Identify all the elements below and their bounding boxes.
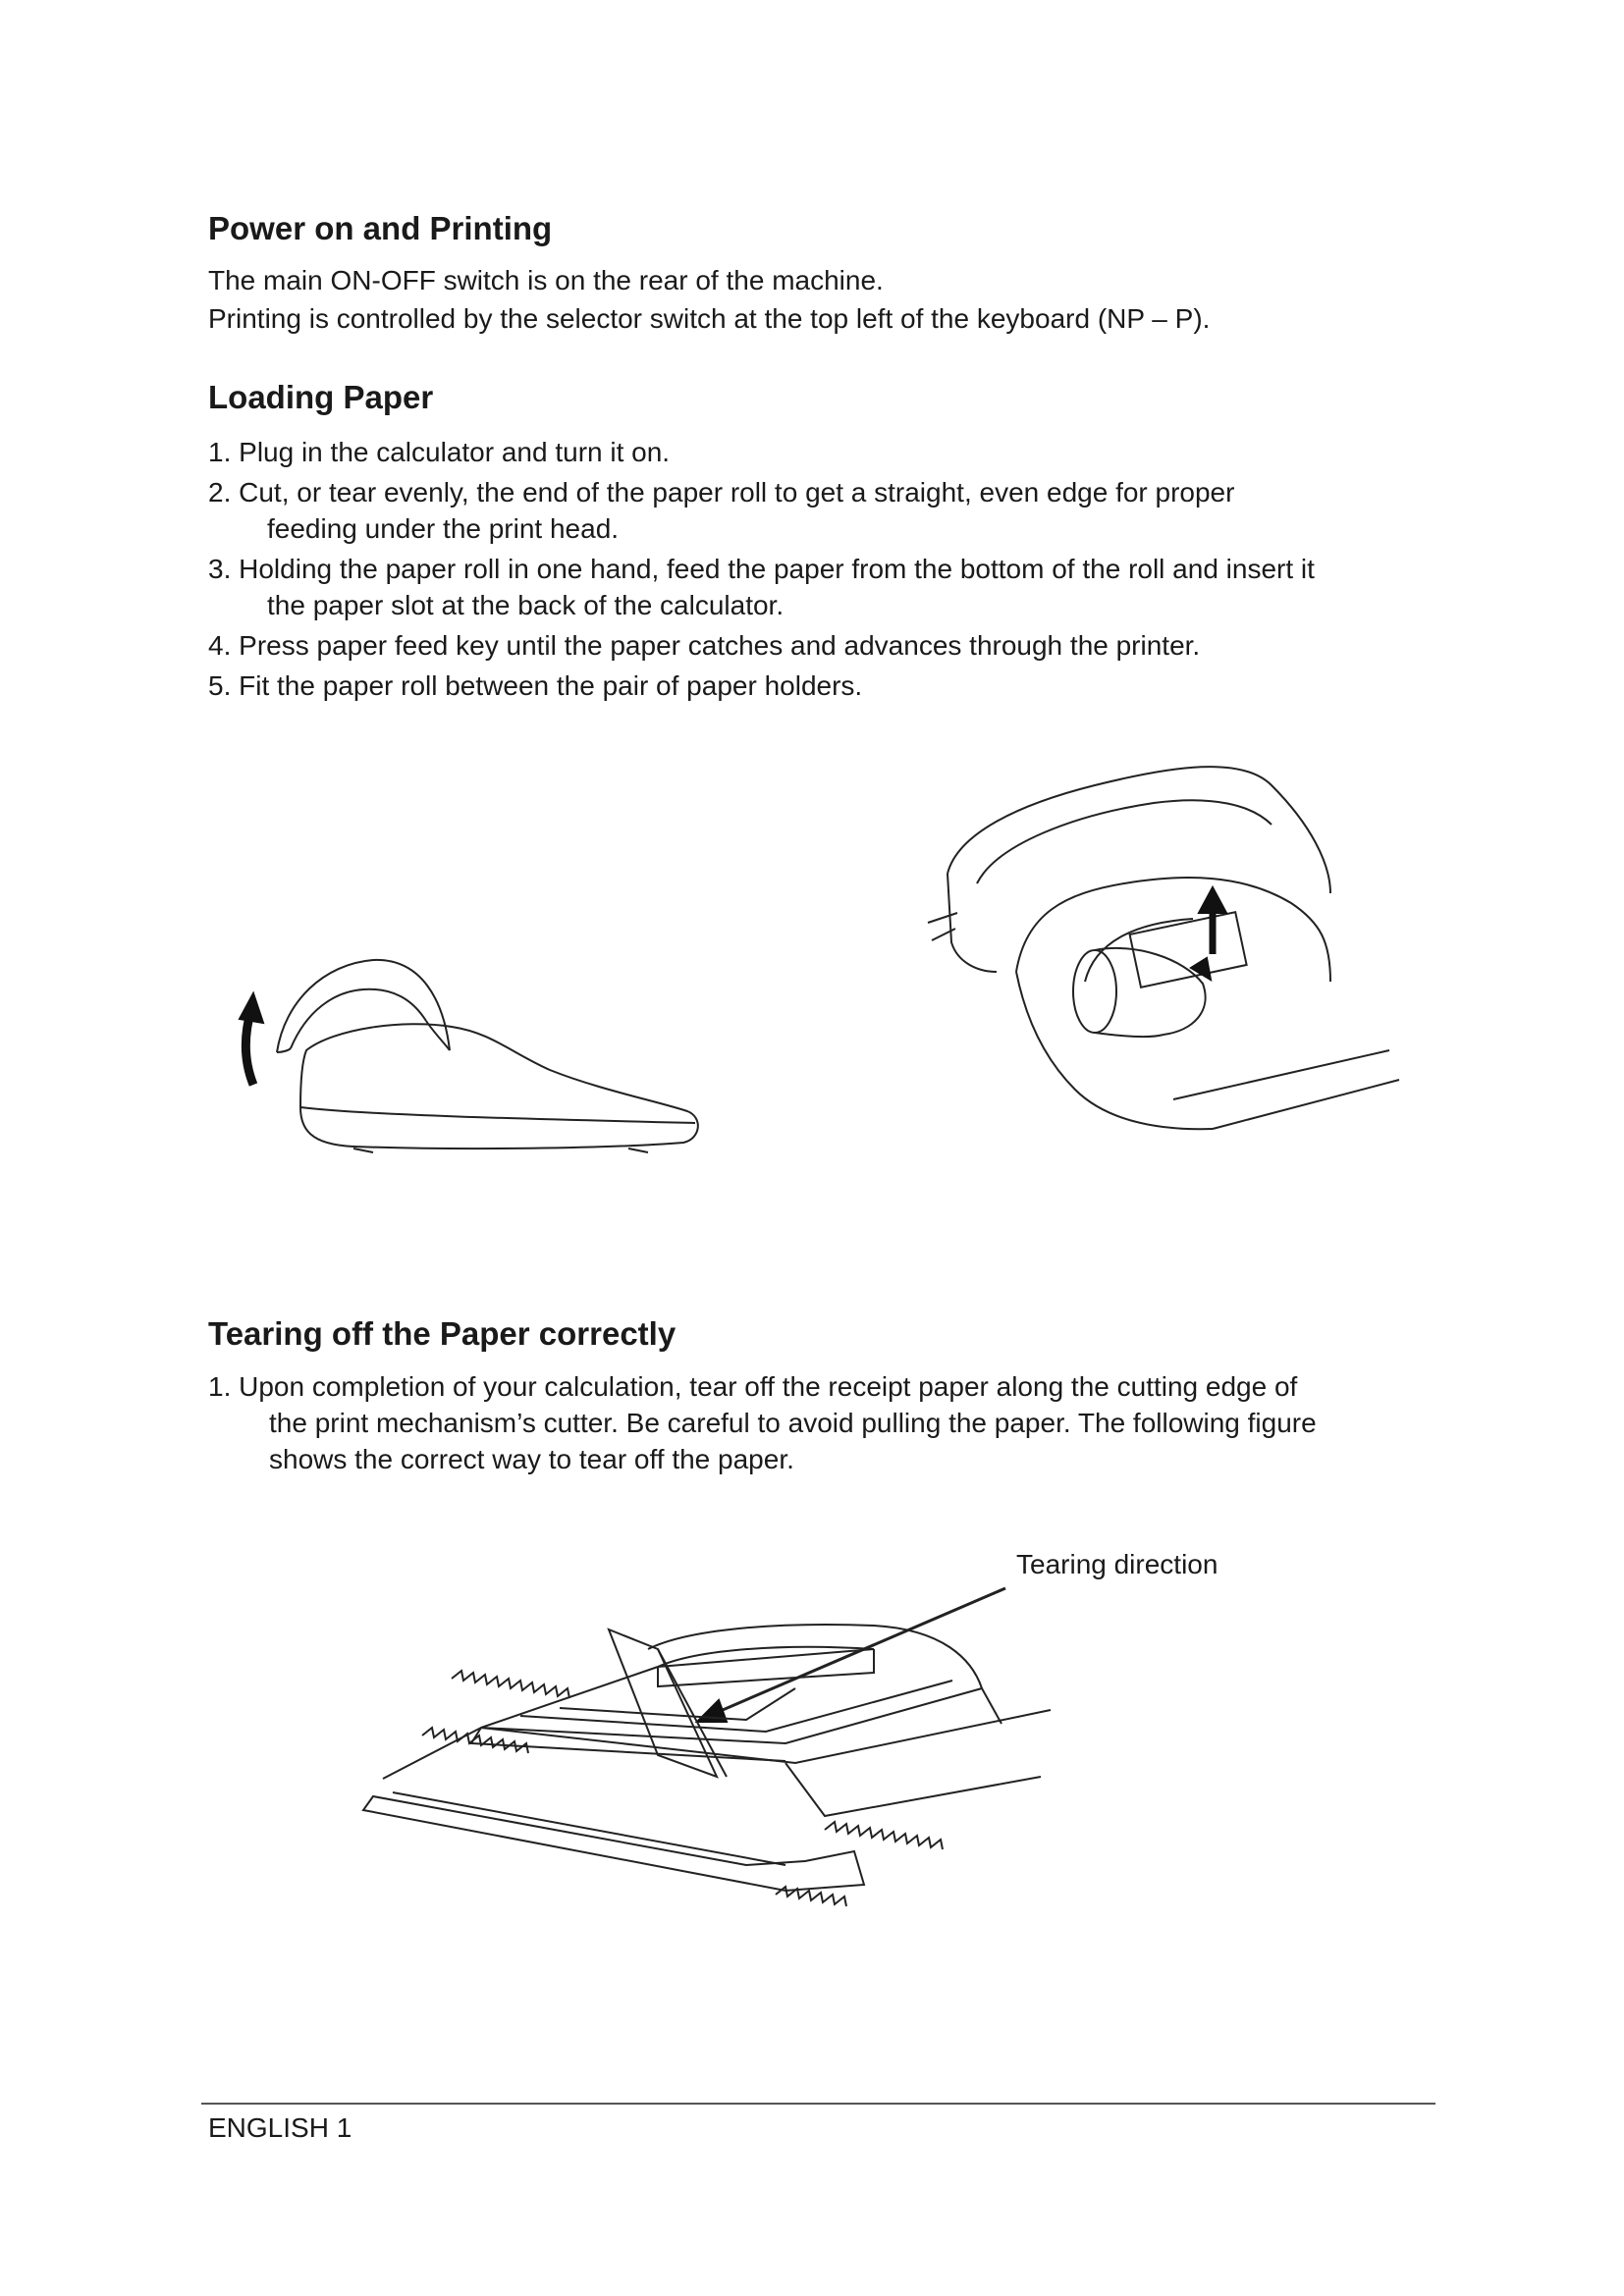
tearing-figure <box>363 1571 1031 1963</box>
calculator-body-icon <box>300 1024 698 1152</box>
step-text-continued: feeding under the print head. <box>267 513 620 544</box>
footer-divider <box>201 2103 1435 2105</box>
list-item <box>208 627 1465 664</box>
step-text: Cut, or tear evenly, the end of the paper roll to get a straight, even edge for proper <box>239 477 1235 507</box>
page-footer: ENGLISH 1 <box>208 2112 352 2143</box>
step-text-continued: the paper slot at the back of the calculator. <box>267 590 785 620</box>
paper-strip-icon <box>363 1671 1051 1906</box>
tearing-direction-label: Tearing direction <box>1016 1549 1218 1579</box>
heading-power-on: Power on and Printing <box>208 210 553 246</box>
step-text: Press paper feed key until the paper catches and advances through the printer. <box>239 630 1201 661</box>
lift-arrow-icon <box>240 993 263 1085</box>
heading-loading-paper: Loading Paper <box>208 379 434 415</box>
calculator-rear-icon <box>928 767 1399 1129</box>
tearing-line-2: the print mechanism’s cutter. Be careful to avoid pulling the paper. The following figure <box>269 1408 1317 1438</box>
step-number: 5. <box>208 670 232 701</box>
paper-cover-icon <box>277 960 450 1052</box>
list-item <box>208 474 1465 547</box>
item-number: 1. <box>208 1371 232 1402</box>
tearing-line-1: Upon completion of your calculation, tear off the receipt paper along the cutting edge of <box>239 1371 1298 1402</box>
step-number: 3. <box>208 554 232 584</box>
power-line-1: The main ON-OFF switch is on the rear of the machine. <box>208 265 884 295</box>
calculator-lid-figure <box>216 942 727 1178</box>
step-text: Holding the paper roll in one hand, feed the paper from the bottom of the roll and insert it <box>239 554 1315 584</box>
paper-roll-figure <box>918 726 1409 1148</box>
tearing-instruction <box>208 1368 1465 1477</box>
loading-steps-list <box>208 434 1465 708</box>
list-item <box>208 667 1465 704</box>
list-item <box>208 434 1465 470</box>
tearing-line-3: shows the correct way to tear off the paper. <box>269 1444 794 1474</box>
power-line-2: Printing is controlled by the selector switch at the top left of the keyboard (NP – P). <box>208 303 1211 334</box>
step-text: Plug in the calculator and turn it on. <box>239 437 671 467</box>
paper-roll-icon <box>1073 912 1247 1037</box>
step-number: 1. <box>208 437 232 467</box>
feed-arrow-icon <box>1191 887 1226 980</box>
step-text: Fit the paper roll between the pair of paper holders. <box>239 670 863 701</box>
list-item <box>208 551 1465 623</box>
print-mechanism-icon <box>471 1625 1001 1761</box>
step-number: 2. <box>208 477 232 507</box>
step-number: 4. <box>208 630 232 661</box>
heading-tearing-paper: Tearing off the Paper correctly <box>208 1315 677 1352</box>
